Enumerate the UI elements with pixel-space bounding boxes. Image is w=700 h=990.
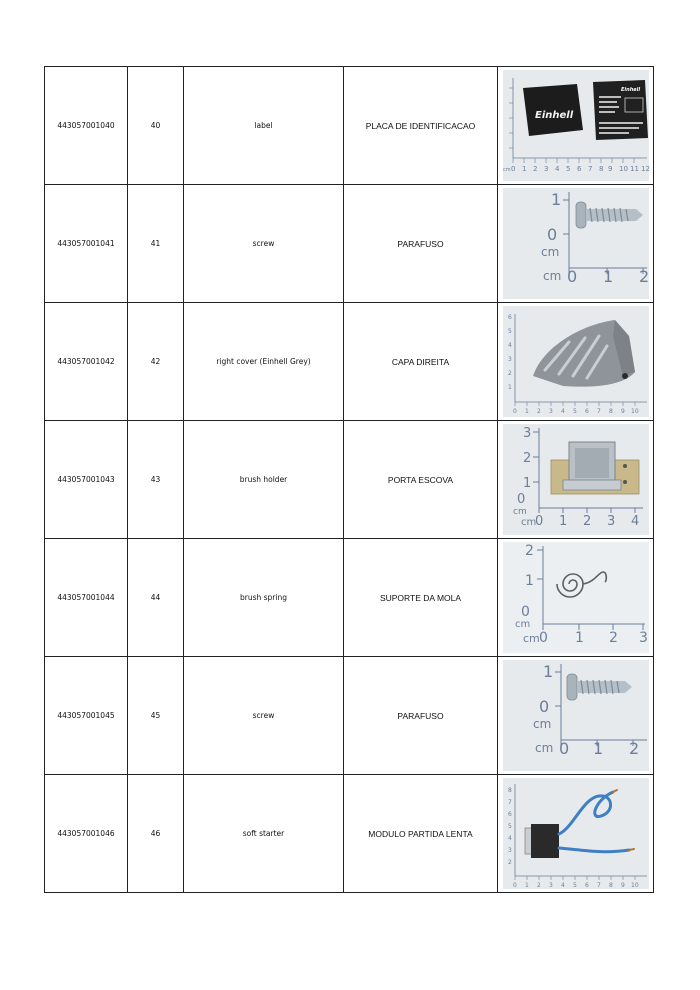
table-row	[45, 185, 654, 303]
spring-photo	[503, 542, 649, 653]
svg-text:0: 0	[516, 492, 525, 507]
svg-text:0: 0	[512, 882, 517, 889]
svg-text:7: 7	[507, 799, 512, 806]
svg-text:6: 6	[584, 882, 589, 889]
svg-text:cm: cm	[542, 269, 561, 283]
svg-text:7: 7	[587, 165, 592, 173]
svg-text:2: 2	[628, 739, 639, 758]
svg-text:2: 2	[582, 514, 591, 529]
svg-text:0: 0	[510, 165, 515, 173]
description-en: right cover (Einhell Grey)	[184, 303, 344, 421]
table-row	[45, 303, 654, 421]
description-pt: PORTA ESCOVA	[344, 421, 498, 539]
svg-text:2: 2	[608, 630, 618, 646]
position-number: 41	[128, 185, 184, 303]
svg-text:1: 1	[522, 476, 531, 491]
svg-text:cm: cm	[522, 632, 540, 645]
cover-photo	[503, 306, 649, 417]
svg-text:1: 1	[524, 882, 529, 889]
svg-text:2: 2	[522, 451, 531, 466]
svg-text:1: 1	[524, 408, 529, 415]
svg-text:11: 11	[629, 165, 639, 173]
svg-text:cm: cm	[512, 507, 527, 517]
description-pt: PLACA DE IDENTIFICACAO	[344, 67, 498, 185]
svg-text:1: 1	[550, 190, 561, 209]
svg-text:3: 3	[548, 408, 553, 415]
svg-text:3: 3	[522, 426, 531, 441]
svg-text:9: 9	[620, 408, 625, 415]
position-number: 46	[128, 775, 184, 893]
part-code: 443057001045	[45, 657, 128, 775]
type-label-photo	[503, 70, 649, 181]
table-row	[45, 421, 654, 539]
svg-text:1: 1	[592, 739, 603, 758]
brand-logo: Einhell	[534, 110, 573, 121]
svg-text:9: 9	[620, 882, 625, 889]
screw-photo	[503, 660, 649, 771]
part-code: 443057001040	[45, 67, 128, 185]
svg-text:6: 6	[507, 811, 512, 818]
svg-text:5: 5	[507, 328, 512, 335]
description-en: screw	[184, 657, 344, 775]
description-en: screw	[184, 185, 344, 303]
description-en: label	[184, 67, 344, 185]
svg-text:0: 0	[538, 697, 549, 716]
svg-text:0: 0	[538, 630, 548, 646]
svg-text:2: 2	[524, 543, 534, 559]
svg-text:4: 4	[507, 835, 512, 842]
part-code: 443057001046	[45, 775, 128, 893]
svg-text:cm: cm	[532, 717, 551, 731]
part-code: 443057001043	[45, 421, 128, 539]
part-code: 443057001042	[45, 303, 128, 421]
svg-text:cm: cm	[534, 741, 553, 755]
plate-brand: Einhell	[620, 87, 640, 93]
svg-text:1: 1	[602, 267, 613, 286]
svg-text:6: 6	[584, 408, 589, 415]
screw-photo	[503, 188, 649, 299]
svg-text:5: 5	[572, 408, 577, 415]
svg-text:10: 10	[618, 165, 628, 173]
svg-text:cm: cm	[540, 245, 559, 259]
svg-text:1: 1	[542, 662, 553, 681]
position-number: 43	[128, 421, 184, 539]
svg-text:2: 2	[532, 165, 537, 173]
svg-text:2: 2	[536, 882, 541, 889]
table-row	[45, 539, 654, 657]
position-number: 40	[128, 67, 184, 185]
svg-text:5: 5	[565, 165, 570, 173]
svg-text:10: 10	[630, 408, 639, 415]
svg-text:2: 2	[507, 859, 512, 866]
svg-text:3: 3	[507, 847, 512, 854]
svg-text:12: 12	[640, 165, 650, 173]
soft-starter-photo	[503, 778, 649, 889]
svg-text:4: 4	[507, 342, 512, 349]
description-en: brush spring	[184, 539, 344, 657]
svg-text:2: 2	[536, 408, 541, 415]
svg-text:cm: cm	[502, 167, 511, 173]
svg-text:3: 3	[638, 630, 648, 646]
description-pt: CAPA DIREITA	[344, 303, 498, 421]
svg-text:3: 3	[507, 356, 512, 363]
svg-text:0: 0	[558, 739, 569, 758]
svg-text:8: 8	[598, 165, 603, 173]
description-pt: PARAFUSO	[344, 657, 498, 775]
svg-text:cm: cm	[514, 619, 530, 630]
svg-text:0: 0	[534, 514, 543, 529]
svg-text:6: 6	[507, 314, 512, 321]
description-pt: SUPORTE DA MOLA	[344, 539, 498, 657]
svg-text:8: 8	[507, 787, 512, 794]
svg-text:2: 2	[507, 370, 512, 377]
svg-text:2: 2	[638, 267, 649, 286]
description-en: soft starter	[184, 775, 344, 893]
svg-text:1: 1	[521, 165, 526, 173]
svg-text:5: 5	[507, 823, 512, 830]
table-row	[45, 657, 654, 775]
svg-text:4: 4	[560, 408, 565, 415]
brush-holder-photo	[503, 424, 649, 535]
svg-text:1: 1	[507, 384, 512, 391]
svg-text:1: 1	[574, 630, 584, 646]
description-pt: MODULO PARTIDA LENTA	[344, 775, 498, 893]
table-row	[45, 775, 654, 893]
svg-text:8: 8	[608, 408, 613, 415]
description-pt: PARAFUSO	[344, 185, 498, 303]
svg-text:8: 8	[608, 882, 613, 889]
svg-text:4: 4	[560, 882, 565, 889]
description-en: brush holder	[184, 421, 344, 539]
svg-text:4: 4	[630, 514, 639, 529]
position-number: 45	[128, 657, 184, 775]
part-code: 443057001044	[45, 539, 128, 657]
svg-text:7: 7	[596, 408, 601, 415]
svg-text:0: 0	[546, 225, 557, 244]
part-code: 443057001041	[45, 185, 128, 303]
svg-text:3: 3	[606, 514, 615, 529]
svg-text:cm: cm	[520, 517, 536, 528]
svg-text:0: 0	[512, 408, 517, 415]
svg-text:3: 3	[543, 165, 548, 173]
svg-text:3: 3	[548, 882, 553, 889]
svg-text:1: 1	[524, 573, 534, 589]
svg-text:4: 4	[554, 165, 559, 173]
svg-text:9: 9	[607, 165, 612, 173]
svg-text:10: 10	[630, 882, 639, 889]
svg-text:1: 1	[558, 514, 567, 529]
table-row	[45, 67, 654, 185]
position-number: 42	[128, 303, 184, 421]
svg-text:0: 0	[520, 604, 530, 620]
svg-text:0: 0	[566, 267, 577, 286]
position-number: 44	[128, 539, 184, 657]
parts-table	[44, 66, 654, 893]
svg-text:7: 7	[596, 882, 601, 889]
svg-text:5: 5	[572, 882, 577, 889]
svg-text:6: 6	[576, 165, 581, 173]
